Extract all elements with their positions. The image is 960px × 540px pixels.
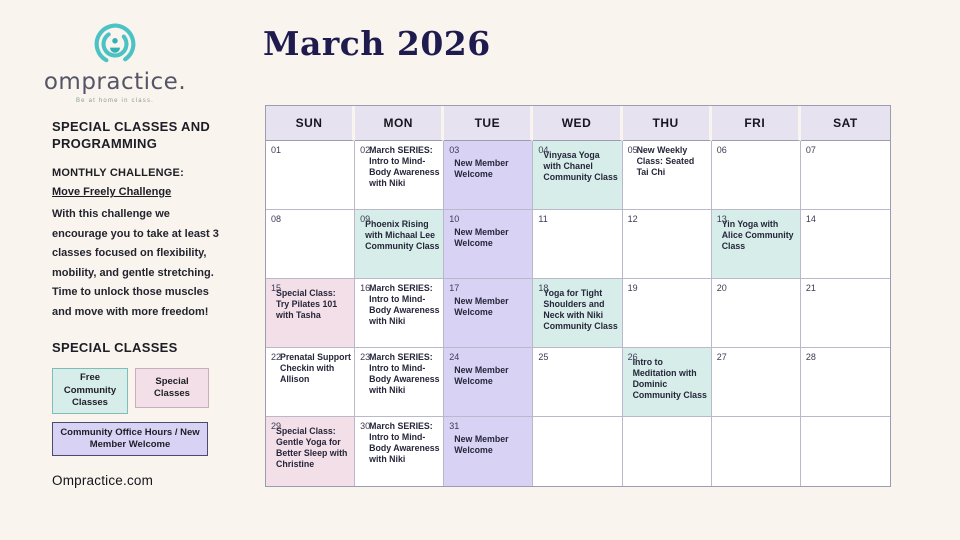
class-event-label: March SERIES: Intro to Mind-Body Awareness with Niki (369, 421, 440, 464)
weekday-header-sat: SAT (801, 106, 890, 141)
sidebar-heading: SPECIAL CLASSES AND PROGRAMMING (52, 119, 211, 151)
day-number: 31 (449, 421, 460, 431)
calendar-cell-23 (355, 348, 444, 417)
day-number: 28 (805, 352, 816, 362)
calendar-cell-22 (266, 348, 355, 417)
day-number: 16 (360, 283, 371, 293)
calendar-cell-25 (533, 348, 622, 417)
calendar-title: March 2026 (263, 24, 491, 63)
class-event-label: Special Class: Try Pilates 101 with Tasha (276, 288, 338, 320)
brand-tagline: Be at home in class. (75, 98, 155, 104)
calendar-cell-18 (533, 279, 622, 348)
class-event-label: Intro to Meditation with Dominic Community Class (632, 357, 707, 400)
calendar-cell-19 (623, 279, 712, 348)
weekday-header-tue: TUE (444, 106, 533, 141)
calendar-cell-11 (533, 210, 622, 279)
day-number: 08 (271, 214, 282, 224)
challenge-description (52, 205, 262, 322)
day-number: 07 (805, 145, 816, 155)
calendar-cell-15 (266, 279, 355, 348)
day-number: 19 (627, 283, 638, 293)
legend-heading: SPECIAL CLASSES (52, 340, 178, 355)
calendar-cell-14 (801, 210, 890, 279)
day-number: 11 (538, 214, 548, 224)
challenge-line: mobility, and gentle stretching. (52, 266, 214, 279)
calendar-cell-24 (444, 348, 533, 417)
day-number: 05 (627, 145, 638, 155)
weekday-header-fri: FRI (712, 106, 801, 141)
day-number: 14 (805, 214, 816, 224)
monthly-challenge-label: MONTHLY CHALLENGE: (52, 167, 184, 179)
class-event-label: March SERIES: Intro to Mind-Body Awareness with Niki (369, 352, 440, 395)
calendar-cell-20 (712, 279, 801, 348)
day-number: 06 (716, 145, 727, 155)
calendar-cell-07 (801, 141, 890, 210)
challenge-line: classes focused on flexibility, (52, 247, 207, 259)
calendar-cell-blank (623, 417, 712, 486)
calendar-cell-05 (623, 141, 712, 210)
legend-row (52, 368, 209, 414)
challenge-line: and move with more freedom! (52, 305, 209, 318)
day-number: 22 (271, 352, 282, 362)
calendar-cell-06 (712, 141, 801, 210)
day-number: 01 (271, 145, 282, 155)
day-number: 15 (271, 283, 282, 293)
calendar-cell-28 (801, 348, 890, 417)
challenge-line: Time to unlock those muscles (52, 286, 209, 298)
day-number: 18 (538, 283, 549, 293)
legend-special-classes: Special Classes (135, 368, 209, 408)
calendar-cell-29 (266, 417, 355, 486)
calendar-cell-blank (712, 417, 801, 486)
calendar-cell-blank (801, 417, 890, 486)
day-number: 29 (271, 421, 282, 431)
day-number: 13 (716, 214, 727, 224)
class-event-label: New Member Welcome (454, 227, 509, 248)
calendar-cell-09 (355, 210, 444, 279)
calendar-cell-13 (712, 210, 801, 279)
class-event-label: Yin Yoga with Alice Community Class (721, 219, 794, 251)
day-number: 10 (449, 214, 460, 224)
calendar-cell-04 (533, 141, 622, 210)
day-number: 17 (449, 283, 460, 293)
day-number: 27 (716, 352, 727, 362)
calendar-cell-12 (623, 210, 712, 279)
class-event-label: Yoga for Tight Shoulders and Neck with Niki Community Class (543, 288, 618, 331)
calendar-cell-17 (444, 279, 533, 348)
class-event-label: New Member Welcome (454, 434, 509, 455)
website-link[interactable]: Ompractice.com (52, 473, 154, 488)
calendar-cell-10 (444, 210, 533, 279)
legend-free-community-classes: Free Community Classes (52, 368, 128, 414)
ompractice-logo (30, 22, 200, 104)
calendar-cell-blank (533, 417, 622, 486)
calendar-cell-31 (444, 417, 533, 486)
concentric-rings-person-icon (93, 22, 137, 66)
class-event-label: New Member Welcome (454, 158, 509, 179)
class-event-label: March SERIES: Intro to Mind-Body Awareness with Niki (369, 145, 440, 188)
calendar-cell-21 (801, 279, 890, 348)
day-number: 23 (360, 352, 371, 362)
day-number: 30 (360, 421, 371, 431)
day-number: 04 (538, 145, 549, 155)
challenge-line: encourage you to take at least 3 (52, 227, 219, 240)
class-event-label: New Weekly Class: Seated Tai Chi (636, 145, 695, 177)
day-number: 09 (360, 214, 371, 224)
weekday-header-sun: SUN (266, 106, 355, 141)
day-number: 26 (627, 352, 638, 362)
calendar-cell-03 (444, 141, 533, 210)
weekday-header-thu: THU (623, 106, 712, 141)
class-event-label: Special Class: Gentle Yoga for Better Sleep with Christine (276, 426, 348, 469)
calendar-cell-26 (623, 348, 712, 417)
class-event-label: Phoenix Rising with Michaal Lee Community Class (365, 219, 440, 251)
challenge-line: With this challenge we (52, 208, 170, 220)
calendar-cell-27 (712, 348, 801, 417)
class-event-label: Vinyasa Yoga with Chanel Community Class (543, 150, 618, 182)
day-number: 25 (538, 352, 549, 362)
day-number: 20 (716, 283, 727, 293)
class-event-label: New Member Welcome (454, 365, 509, 386)
class-event-label: New Member Welcome (454, 296, 509, 317)
calendar-cell-08 (266, 210, 355, 279)
calendar-table (265, 105, 891, 487)
calendar-cell-30 (355, 417, 444, 486)
challenge-link[interactable]: Move Freely Challenge (52, 186, 172, 198)
day-number: 12 (627, 214, 638, 224)
class-event-label: Prenatal Support Checkin with Allison (280, 352, 351, 384)
legend-office-hours-welcome: Community Office Hours / New Member Welcome (52, 422, 208, 456)
day-number: 24 (449, 352, 460, 362)
weekday-header-row (266, 106, 890, 141)
calendar-cell-02 (355, 141, 444, 210)
day-number: 21 (805, 283, 816, 293)
calendar-cell-16 (355, 279, 444, 348)
brand-wordmark: ompractice. (43, 69, 187, 95)
day-number: 03 (449, 145, 460, 155)
calendar-cell-01 (266, 141, 355, 210)
weekday-header-mon: MON (355, 106, 444, 141)
day-number: 02 (360, 145, 371, 155)
class-event-label: March SERIES: Intro to Mind-Body Awareness with Niki (369, 283, 440, 326)
weekday-header-wed: WED (533, 106, 622, 141)
calendar-grid (266, 141, 890, 486)
